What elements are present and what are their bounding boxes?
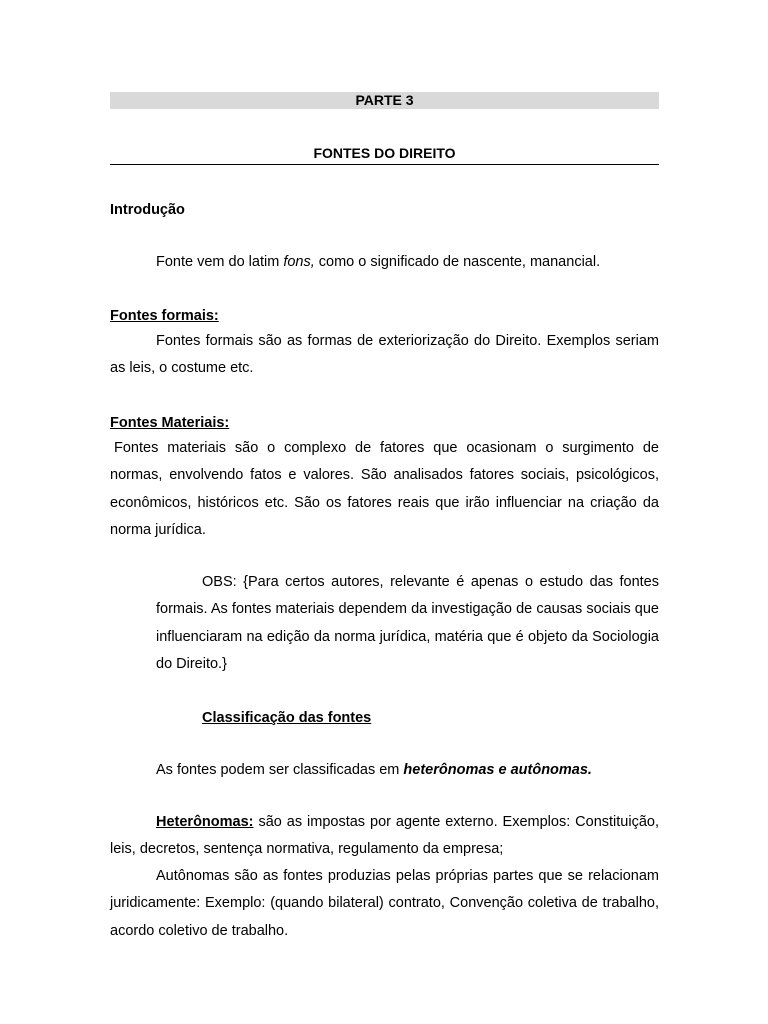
- obs-paragraph: OBS: {Para certos autores, relevante é apenas o estudo das fontes formais. As fontes materiais dependem da investigação de causas sociais que influenciaram na edição da norma jurídica, matéria que é objeto da Sociologia do Direito.}: [156, 574, 659, 673]
- materiais-heading: Fontes Materiais:: [110, 415, 230, 431]
- heteronomas-text: são as impostas por agente externo. Exemplos: Constituição, leis, decretos, sentença normativa, regulamento da empresa;: [110, 814, 659, 858]
- part-heading: PARTE 3: [110, 92, 659, 109]
- classificacao-heading: Classificação das fontes: [202, 710, 372, 726]
- classificacao-text: As fontes podem ser classificadas em: [156, 762, 404, 778]
- classificacao-emphasis: heterônomas e autônomas.: [403, 762, 592, 778]
- formais-heading: Fontes formais:: [110, 308, 219, 324]
- heteronomas-paragraph: [110, 809, 659, 864]
- chapter-title: FONTES DO DIREITO: [313, 145, 456, 161]
- classificacao-paragraph: [110, 757, 659, 784]
- intro-text-after: como o significado de nascente, manancial.: [314, 254, 601, 270]
- materiais-paragraph: Fontes materiais são o complexo de fatores que ocasionam o surgimento de normas, envolvendo fatos e valores. São analisados fatores sociais, psicológicos, econômicos, históricos etc. São os fatores reais que irão influenciar na criação da norma jurídica.: [110, 440, 659, 539]
- formais-paragraph: Fontes formais são as formas de exteriorização do Direito. Exemplos seriam as leis, o costume etc.: [110, 333, 659, 377]
- title-rule: [110, 164, 659, 165]
- intro-text-italic: fons,: [283, 254, 315, 270]
- intro-heading: Introdução: [110, 202, 185, 218]
- heteronomas-heading: Heterônomas:: [156, 814, 254, 830]
- autonomas-paragraph: Autônomas são as fontes produzias pelas próprias partes que se relacionam juridicamente: Exemplo: (quando bilateral) contrato, Convenção coletiva de trabalho, acordo coletivo de trabalho.: [110, 868, 659, 939]
- intro-text-before: Fonte vem do latim: [156, 254, 284, 270]
- intro-paragraph: [110, 249, 659, 276]
